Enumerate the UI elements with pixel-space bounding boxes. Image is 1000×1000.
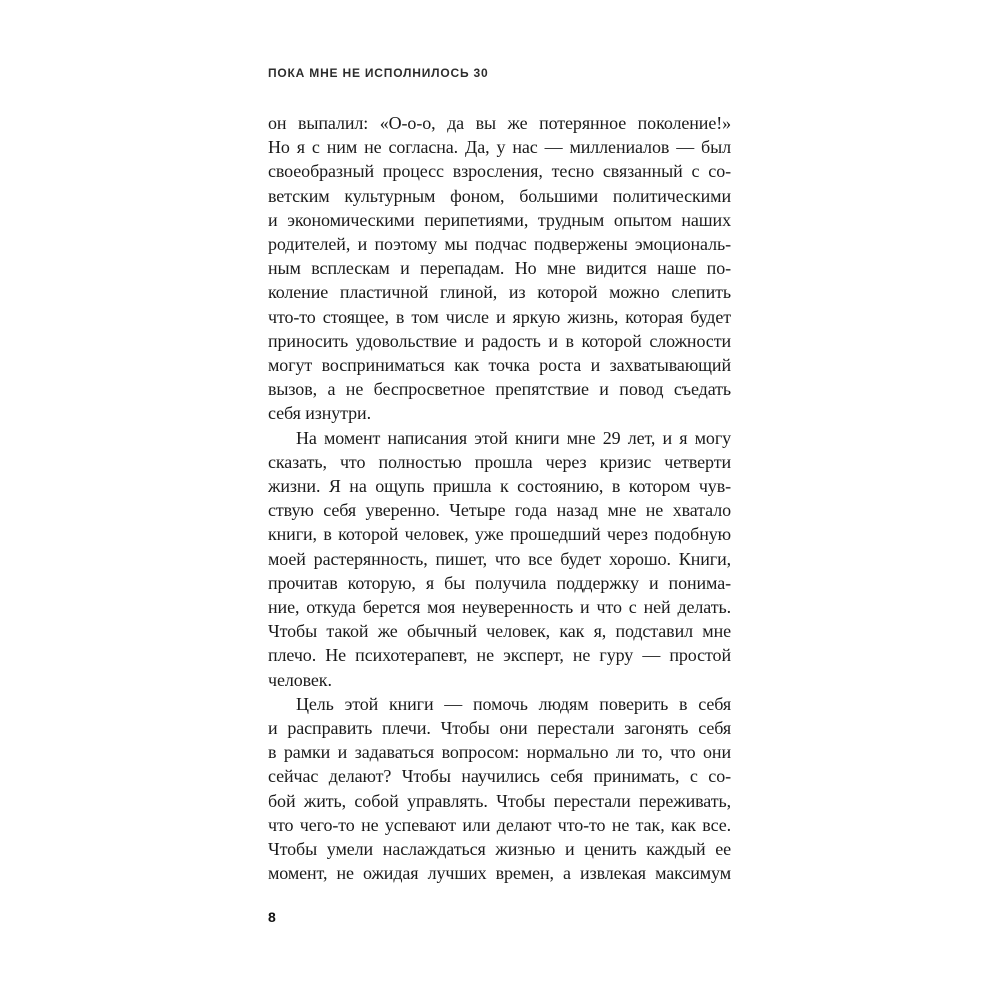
paragraph-1 bbox=[268, 111, 731, 426]
text-line: ние, откуда берется моя неуверенность и что с ней делать. bbox=[268, 597, 731, 618]
text-line: могут восприниматься как точка роста и захватывающий bbox=[268, 355, 731, 376]
running-header: ПОКА МНЕ НЕ ИСПОЛНИЛОСЬ 30 bbox=[268, 66, 489, 80]
text-line: книги, в которой человек, уже прошедший через подобную bbox=[268, 524, 731, 545]
paragraph-3 bbox=[268, 692, 731, 886]
text-line: сейчас делают? Чтобы научились себя принимать, с со- bbox=[268, 766, 731, 787]
text-line: бой жить, собой управлять. Чтобы перестали переживать, bbox=[268, 790, 731, 811]
text-line: ным всплескам и перепадам. Но мне видится наше по- bbox=[268, 258, 731, 279]
text-line: момент, не ожидая лучших времен, а извлекая максимум bbox=[268, 863, 731, 884]
text-line: моей растерянность, пишет, что все будет хорошо. Книги, bbox=[268, 548, 731, 569]
text-line: что чего-то не успевают или делают что-то не так, как все. bbox=[268, 814, 731, 835]
text-line: вызов, а не беспросветное препятствие и повод съедать bbox=[268, 379, 731, 400]
text-line: приносить удовольствие и радость и в которой сложности bbox=[268, 330, 731, 351]
text-line: человек. bbox=[268, 669, 332, 690]
text-line: своеобразный процесс взросления, тесно связанный с со- bbox=[268, 161, 731, 182]
text-line: и расправить плечи. Чтобы они перестали загонять себя bbox=[268, 718, 731, 739]
text-line: родителей, и поэтому мы подчас подвержены эмоциональ- bbox=[268, 234, 731, 255]
paragraph-2 bbox=[268, 426, 731, 692]
text-line: жизни. Я на ощупь пришла к состоянию, в котором чув- bbox=[268, 476, 731, 497]
text-line: что-то стоящее, в том числе и яркую жизнь, которая будет bbox=[268, 306, 731, 327]
text-line: себя изнутри. bbox=[268, 403, 371, 424]
body-text-block bbox=[268, 111, 731, 886]
text-line: он выпалил: «О-о-о, да вы же потерянное поколение!» bbox=[268, 113, 731, 133]
text-line: Чтобы такой же обычный человек, как я, подставил мне bbox=[268, 621, 731, 642]
text-line: прочитав которую, я бы получила поддержку и понима- bbox=[268, 572, 731, 593]
page-number: 8 bbox=[268, 909, 276, 925]
text-line: сказать, что полностью прошла через кризис четверти bbox=[268, 451, 731, 472]
text-line: На момент написания этой книги мне 29 лет, и я могу bbox=[296, 427, 731, 448]
text-line: ветским культурным фоном, большими политическими bbox=[268, 185, 731, 206]
text-line: ствую себя уверенно. Четыре года назад мне не хватало bbox=[268, 500, 731, 521]
text-line: Цель этой книги — помочь людям поверить в себя bbox=[296, 693, 731, 714]
text-line: Чтобы умели наслаждаться жизнью и ценить каждый ее bbox=[268, 839, 731, 860]
text-line: плечо. Не психотерапевт, не эксперт, не гуру — простой bbox=[268, 645, 731, 666]
text-line: в рамки и задаваться вопросом: нормально ли то, что они bbox=[268, 742, 731, 763]
text-line: коление пластичной глиной, из которой можно слепить bbox=[268, 282, 731, 303]
text-line: Но я с ним не согласна. Да, у нас — миллениалов — был bbox=[268, 137, 731, 158]
text-line: и экономическими перипетиями, трудным опытом наших bbox=[268, 209, 731, 230]
